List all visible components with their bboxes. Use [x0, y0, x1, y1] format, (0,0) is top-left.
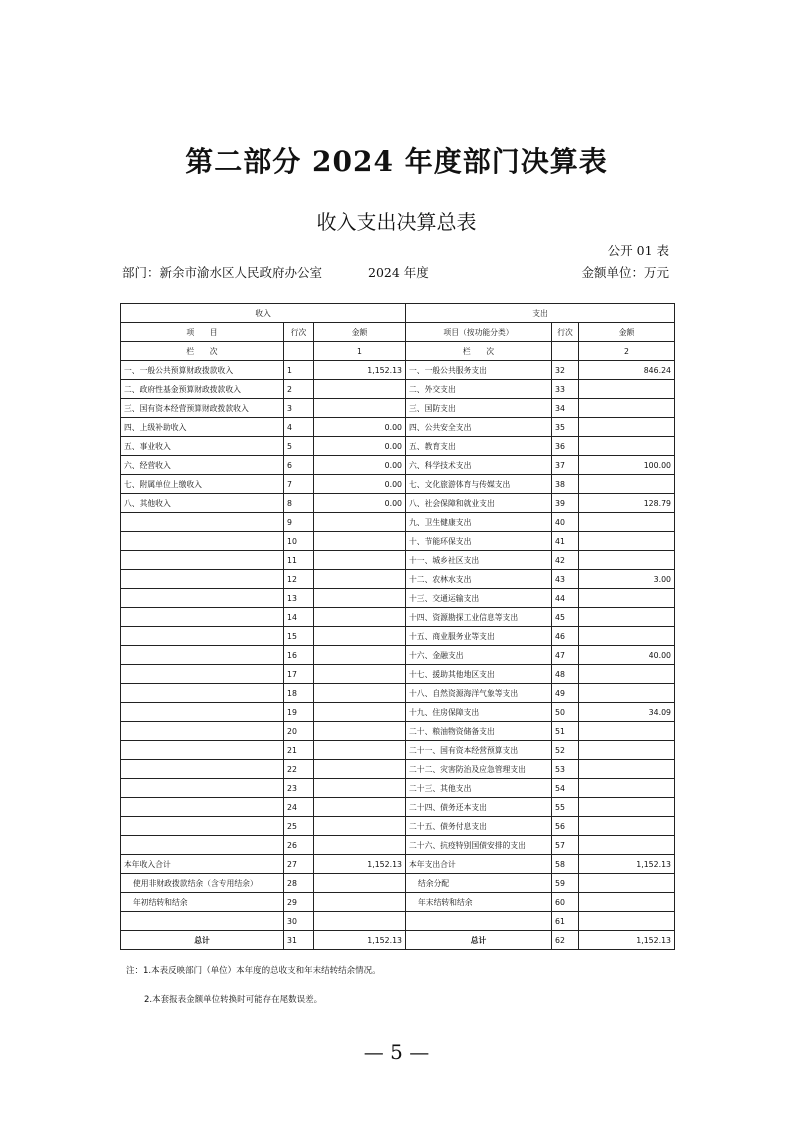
expense-amount — [579, 627, 675, 646]
table-row — [121, 494, 675, 513]
table-row — [121, 912, 675, 931]
expense-amount — [579, 912, 675, 931]
footnote-1: 注：1.本表反映部门（单位）本年度的总收支和年末结转结余情况。 — [126, 966, 381, 976]
income-line: 4 — [284, 418, 314, 437]
income-amount: 0.00 — [314, 494, 406, 513]
col-header-amount: 金额 — [314, 323, 406, 342]
expense-amount — [579, 532, 675, 551]
column-index-num-left: 1 — [314, 342, 406, 361]
expense-line: 42 — [552, 551, 579, 570]
table-row — [121, 684, 675, 703]
expense-amount — [579, 380, 675, 399]
income-amount — [314, 760, 406, 779]
table-row — [121, 418, 675, 437]
income-amount — [314, 817, 406, 836]
income-item — [121, 646, 284, 665]
expense-item: 九、卫生健康支出 — [406, 513, 552, 532]
income-amount — [314, 874, 406, 893]
income-line: 20 — [284, 722, 314, 741]
expense-amount — [579, 760, 675, 779]
expense-amount — [579, 684, 675, 703]
table-row — [121, 437, 675, 456]
income-amount — [314, 893, 406, 912]
expense-line: 61 — [552, 912, 579, 931]
income-line: 2 — [284, 380, 314, 399]
expense-amount — [579, 893, 675, 912]
expense-item: 一、一般公共服务支出 — [406, 361, 552, 380]
income-line: 15 — [284, 627, 314, 646]
total-label-left: 总计 — [121, 931, 284, 950]
income-line: 1 — [284, 361, 314, 380]
expense-item: 十五、商业服务业等支出 — [406, 627, 552, 646]
expense-line: 55 — [552, 798, 579, 817]
income-item: 二、政府性基金预算财政拨款收入 — [121, 380, 284, 399]
income-amount — [314, 551, 406, 570]
form-number: 公开 01 表 — [607, 243, 669, 258]
table-row — [121, 532, 675, 551]
income-line: 24 — [284, 798, 314, 817]
income-line: 17 — [284, 665, 314, 684]
income-line: 13 — [284, 589, 314, 608]
column-index-num-right: 2 — [579, 342, 675, 361]
expense-item: 二十五、债务付息支出 — [406, 817, 552, 836]
table-row — [121, 513, 675, 532]
income-line: 25 — [284, 817, 314, 836]
expense-item: 十三、交通运输支出 — [406, 589, 552, 608]
table-row — [121, 817, 675, 836]
expense-line: 60 — [552, 893, 579, 912]
total-amount-left: 1,152.13 — [314, 931, 406, 950]
expense-line: 39 — [552, 494, 579, 513]
expense-amount — [579, 437, 675, 456]
income-amount — [314, 627, 406, 646]
total-amount-right: 1,152.13 — [579, 931, 675, 950]
income-amount — [314, 703, 406, 722]
income-section-header: 收入 — [121, 304, 406, 323]
income-item: 本年收入合计 — [121, 855, 284, 874]
table-row — [121, 855, 675, 874]
income-item — [121, 779, 284, 798]
income-item: 八、其他收入 — [121, 494, 284, 513]
income-line: 30 — [284, 912, 314, 931]
expense-line: 51 — [552, 722, 579, 741]
table-row — [121, 361, 675, 380]
income-item — [121, 532, 284, 551]
column-index-blank-left — [284, 342, 314, 361]
col-header-item-func: 项目（按功能分类） — [406, 323, 552, 342]
income-item: 五、事业收入 — [121, 437, 284, 456]
income-line: 14 — [284, 608, 314, 627]
table-row — [121, 836, 675, 855]
income-item: 四、上级补助收入 — [121, 418, 284, 437]
income-amount — [314, 646, 406, 665]
expense-amount — [579, 418, 675, 437]
col-header-line: 行次 — [284, 323, 314, 342]
income-amount — [314, 779, 406, 798]
income-line: 29 — [284, 893, 314, 912]
expense-amount — [579, 513, 675, 532]
expense-item: 本年支出合计 — [406, 855, 552, 874]
income-amount — [314, 399, 406, 418]
expense-amount: 100.00 — [579, 456, 675, 475]
income-line: 12 — [284, 570, 314, 589]
expense-item: 八、社会保障和就业支出 — [406, 494, 552, 513]
expense-item: 十八、自然资源海洋气象等支出 — [406, 684, 552, 703]
income-item — [121, 684, 284, 703]
expense-line: 40 — [552, 513, 579, 532]
income-line: 26 — [284, 836, 314, 855]
income-amount: 0.00 — [314, 456, 406, 475]
table-row — [121, 722, 675, 741]
income-amount — [314, 532, 406, 551]
expense-line: 59 — [552, 874, 579, 893]
income-line: 3 — [284, 399, 314, 418]
expense-item — [406, 912, 552, 931]
income-item: 年初结转和结余 — [121, 893, 284, 912]
expense-amount — [579, 722, 675, 741]
table-row — [121, 551, 675, 570]
income-amount: 1,152.13 — [314, 855, 406, 874]
income-item — [121, 703, 284, 722]
expense-amount — [579, 836, 675, 855]
income-item — [121, 912, 284, 931]
income-item — [121, 741, 284, 760]
expense-item: 年末结转和结余 — [406, 893, 552, 912]
income-item — [121, 817, 284, 836]
expense-amount: 40.00 — [579, 646, 675, 665]
expense-line: 52 — [552, 741, 579, 760]
income-amount: 1,152.13 — [314, 361, 406, 380]
income-line: 11 — [284, 551, 314, 570]
expense-line: 46 — [552, 627, 579, 646]
page-number: — 5 — — [363, 1040, 430, 1064]
income-line: 10 — [284, 532, 314, 551]
expense-amount: 846.24 — [579, 361, 675, 380]
income-line: 28 — [284, 874, 314, 893]
expense-line: 38 — [552, 475, 579, 494]
income-amount — [314, 513, 406, 532]
col-header-amount2: 金额 — [579, 323, 675, 342]
expense-line: 54 — [552, 779, 579, 798]
table-title: 收入支出决算总表 — [316, 210, 477, 234]
expense-item: 十二、农林水支出 — [406, 570, 552, 589]
expense-amount — [579, 399, 675, 418]
expense-item: 结余分配 — [406, 874, 552, 893]
expense-line: 32 — [552, 361, 579, 380]
income-item — [121, 665, 284, 684]
expense-line: 53 — [552, 760, 579, 779]
income-amount: 0.00 — [314, 418, 406, 437]
expense-amount — [579, 874, 675, 893]
table-row — [121, 893, 675, 912]
income-item: 七、附属单位上缴收入 — [121, 475, 284, 494]
expense-amount — [579, 475, 675, 494]
expense-item: 六、科学技术支出 — [406, 456, 552, 475]
expense-item: 十七、援助其他地区支出 — [406, 665, 552, 684]
income-item — [121, 570, 284, 589]
income-amount — [314, 912, 406, 931]
expense-item: 十六、金融支出 — [406, 646, 552, 665]
income-item — [121, 551, 284, 570]
income-line: 27 — [284, 855, 314, 874]
income-amount — [314, 380, 406, 399]
income-amount — [314, 665, 406, 684]
year-label: 2024 年度 — [368, 265, 429, 280]
footnote-2: 2.本套报表金额单位转换时可能存在尾数误差。 — [144, 995, 323, 1005]
expense-line: 37 — [552, 456, 579, 475]
expense-item: 二十四、债务还本支出 — [406, 798, 552, 817]
expense-item: 二十三、其他支出 — [406, 779, 552, 798]
income-line: 6 — [284, 456, 314, 475]
expense-amount — [579, 741, 675, 760]
table-row — [121, 589, 675, 608]
expense-item: 二、外交支出 — [406, 380, 552, 399]
income-line: 7 — [284, 475, 314, 494]
income-item — [121, 513, 284, 532]
income-amount: 0.00 — [314, 475, 406, 494]
income-amount — [314, 684, 406, 703]
total-label-right: 总计 — [406, 931, 552, 950]
table-row — [121, 665, 675, 684]
table-row — [121, 627, 675, 646]
income-item — [121, 760, 284, 779]
column-index-label-left: 栏 次 — [121, 342, 284, 361]
expense-line: 57 — [552, 836, 579, 855]
total-line-right: 62 — [552, 931, 579, 950]
income-item — [121, 836, 284, 855]
expense-item: 四、公共安全支出 — [406, 418, 552, 437]
expense-amount — [579, 817, 675, 836]
expense-item: 三、国防支出 — [406, 399, 552, 418]
expense-item: 二十六、抗疫特别国债安排的支出 — [406, 836, 552, 855]
income-amount — [314, 608, 406, 627]
expense-amount: 3.00 — [579, 570, 675, 589]
income-amount — [314, 589, 406, 608]
table-row — [121, 570, 675, 589]
income-expense-table — [120, 303, 675, 950]
income-item: 一、一般公共预算财政拨款收入 — [121, 361, 284, 380]
page-title: 第二部分 2024 年度部门决算表 — [185, 145, 608, 178]
expense-item: 七、文化旅游体育与传媒支出 — [406, 475, 552, 494]
income-amount — [314, 741, 406, 760]
expense-line: 44 — [552, 589, 579, 608]
table-row — [121, 399, 675, 418]
table-row — [121, 874, 675, 893]
income-item: 使用非财政拨款结余（含专用结余） — [121, 874, 284, 893]
income-item: 六、经营收入 — [121, 456, 284, 475]
total-line-left: 31 — [284, 931, 314, 950]
expense-line: 35 — [552, 418, 579, 437]
expense-amount — [579, 779, 675, 798]
expense-amount — [579, 798, 675, 817]
unit-label: 金额单位：万元 — [581, 265, 669, 280]
expense-item: 二十、粮油物资储备支出 — [406, 722, 552, 741]
expense-line: 33 — [552, 380, 579, 399]
income-amount — [314, 798, 406, 817]
col-header-line2: 行次 — [552, 323, 579, 342]
expense-item: 十四、资源勘探工业信息等支出 — [406, 608, 552, 627]
income-amount — [314, 570, 406, 589]
expense-line: 56 — [552, 817, 579, 836]
income-item — [121, 589, 284, 608]
expense-item: 十一、城乡社区支出 — [406, 551, 552, 570]
expense-item: 十、节能环保支出 — [406, 532, 552, 551]
expense-line: 50 — [552, 703, 579, 722]
income-amount: 0.00 — [314, 437, 406, 456]
table-row — [121, 380, 675, 399]
col-header-item: 项 目 — [121, 323, 284, 342]
expense-line: 34 — [552, 399, 579, 418]
table-row — [121, 608, 675, 627]
expense-line: 58 — [552, 855, 579, 874]
income-item — [121, 798, 284, 817]
total-row — [121, 931, 675, 950]
table-row — [121, 703, 675, 722]
expense-amount: 1,152.13 — [579, 855, 675, 874]
expense-amount — [579, 665, 675, 684]
expense-line: 41 — [552, 532, 579, 551]
expense-amount: 34.09 — [579, 703, 675, 722]
income-line: 22 — [284, 760, 314, 779]
income-item — [121, 608, 284, 627]
table-row — [121, 798, 675, 817]
expense-amount — [579, 608, 675, 627]
table-row — [121, 779, 675, 798]
table-row — [121, 456, 675, 475]
table-row — [121, 760, 675, 779]
income-line: 18 — [284, 684, 314, 703]
table-row — [121, 741, 675, 760]
income-line: 8 — [284, 494, 314, 513]
expense-line: 49 — [552, 684, 579, 703]
income-line: 19 — [284, 703, 314, 722]
expense-amount — [579, 551, 675, 570]
expense-line: 47 — [552, 646, 579, 665]
income-item — [121, 627, 284, 646]
income-item — [121, 722, 284, 741]
income-line: 16 — [284, 646, 314, 665]
department-label: 部门：新余市渝水区人民政府办公室 — [122, 265, 323, 280]
column-index-blank-right — [552, 342, 579, 361]
expense-item: 十九、住房保障支出 — [406, 703, 552, 722]
table-row — [121, 475, 675, 494]
income-item: 三、国有资本经营预算财政拨款收入 — [121, 399, 284, 418]
income-line: 21 — [284, 741, 314, 760]
income-line: 5 — [284, 437, 314, 456]
table-row — [121, 646, 675, 665]
income-amount — [314, 722, 406, 741]
expense-item: 二十一、国有资本经营预算支出 — [406, 741, 552, 760]
expense-amount — [579, 589, 675, 608]
expense-section-header: 支出 — [406, 304, 675, 323]
expense-line: 36 — [552, 437, 579, 456]
expense-line: 48 — [552, 665, 579, 684]
expense-line: 45 — [552, 608, 579, 627]
column-index-label-right: 栏 次 — [406, 342, 552, 361]
income-line: 23 — [284, 779, 314, 798]
expense-line: 43 — [552, 570, 579, 589]
income-line: 9 — [284, 513, 314, 532]
expense-amount: 128.79 — [579, 494, 675, 513]
expense-item: 二十二、灾害防治及应急管理支出 — [406, 760, 552, 779]
expense-item: 五、教育支出 — [406, 437, 552, 456]
income-amount — [314, 836, 406, 855]
